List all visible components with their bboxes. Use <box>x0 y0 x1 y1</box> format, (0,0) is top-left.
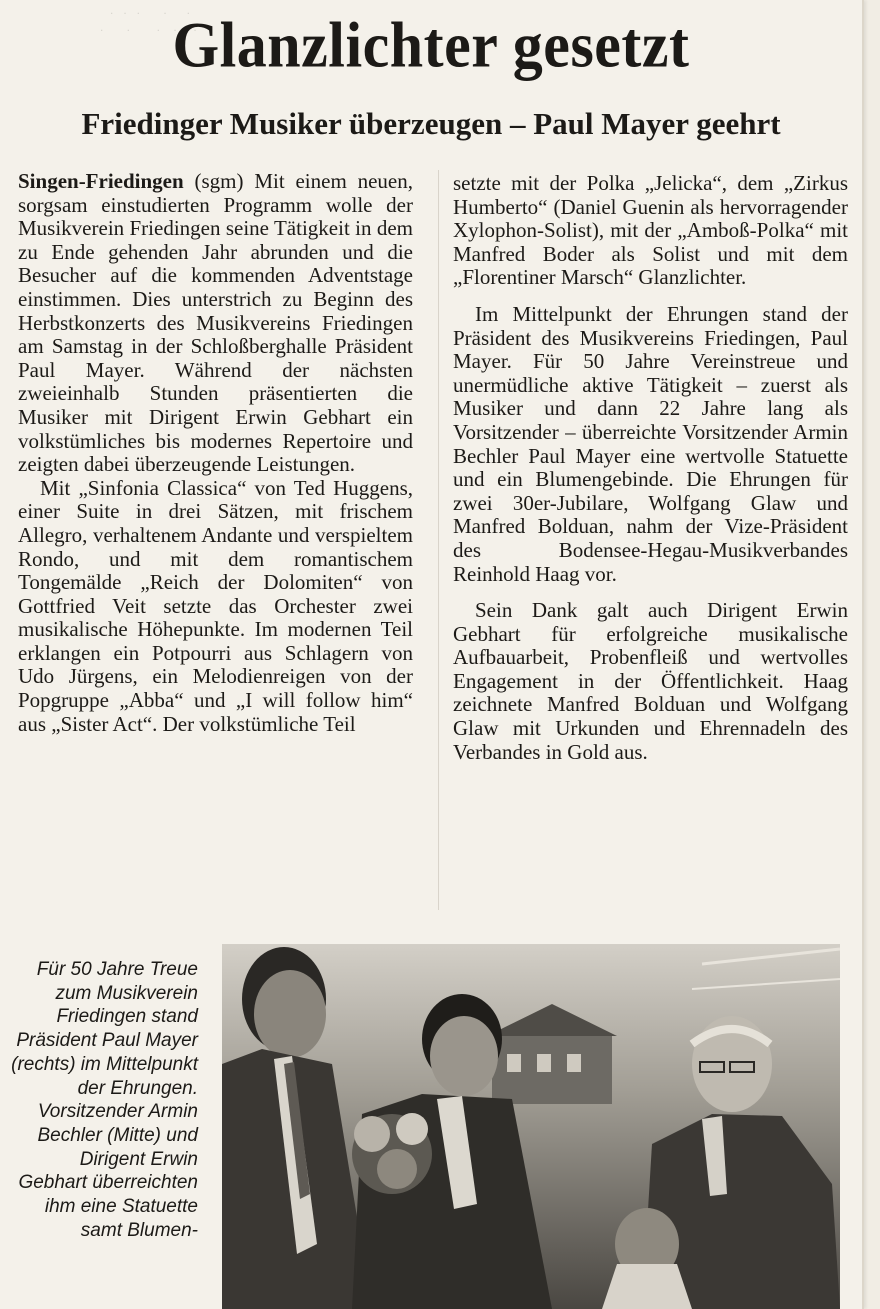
paragraph: setzte mit der Polka „Jelicka“, dem „Zirkus Humberto“ (Daniel Guenin als hervorragender Xylophon-Solist), mit der „Amboß-Polka“ mit Manfred Boder als Solist und mit dem „Florentiner Marsch“ Glanzlichter. <box>453 171 848 290</box>
photo <box>222 944 840 1309</box>
article-column-left <box>18 170 413 736</box>
subheadline: Friedinger Musiker überzeugen – Paul Mayer geehrt <box>81 106 781 141</box>
photo-three-men-handing-flowers-icon <box>222 944 840 1309</box>
paragraph <box>18 170 413 477</box>
photo-caption: Für 50 Jahre Treue zum Musikverein Friedingen stand Präsident Paul Mayer (rechts) im Mittelpunkt der Ehrungen. Vorsitzender Armin Bechler (Mitte) und Dirigent Erwin Gebhart überreichten ihm eine Statuette samt Blumen- <box>11 959 198 1241</box>
paragraph: Im Mittelpunkt der Ehrungen stand der Präsident des Musikvereins Friedingen, Paul Mayer. Für 50 Jahre Vereinstreue und unermüdliche aktive Tätigkeit – zuerst als Musiker und dann 22 Jahre lang als Vorsitzender – überreichte Vorsitzender Armin Bechler Paul Mayer eine wertvolle Statuette und ein Blumengebinde. Die Ehrungen für zwei 30er-Jubilare, Wolfgang Glaw und Manfred Bolduan, nahm der Vize-Präsident des Bodensee-Hegau-Musikverbandes Reinhold Haag vor. <box>453 301 848 586</box>
paragraph-text: (sgm) Mit einem neuen, sorgsam einstudierten Programm wolle der Musikverein Friedingen seine Tätigkeit in dem zu Ende gehenden Jahr abrunden und die Besucher auf die kommenden Adventstage einstimmen. Dies unterstrich zu Beginn des Herbstkonzerts des Musikvereins Friedingen am Samstag in der Schloßberghalle Präsident Paul Mayer. Während der nächsten zweieinhalb Stunden präsentierten die Musiker mit Dirigent Erwin Gebhart ein volkstümliches bis modernes Repertoire und zeigten dabei überzeugende Leistungen. <box>18 169 413 477</box>
bleed-through-texture: . . . . . . . . . . <box>100 3 197 34</box>
headline: Glanzlichter gesetzt <box>172 9 690 81</box>
paragraph: Mit „Sinfonia Classica“ von Ted Huggens, einer Suite in drei Sätzen, mit frischem Allegro, verhaltenem Andante und verspieltem Rondo, und mit dem romantischem Tongemälde „Reich der Dolomiten“ von Gottfried Veit setzte das Orchester zwei musikalische Höhepunkte. Im modernen Teil erklangen ein Potpourri aus Schlagern von Udo Jürgens, ein Melodienreigen von der Popgruppe „Abba“ und „I will follow him“ aus „Sister Act“. Der volkstümliche Teil <box>18 475 413 736</box>
column-rule <box>438 170 439 910</box>
article-column-right <box>453 172 848 764</box>
dateline: Singen-Friedingen <box>18 169 184 193</box>
paragraph: Sein Dank galt auch Dirigent Erwin Gebhart für erfolgreiche musikalische Aufbauarbeit, Probenfleiß und wertvolles Engagement in der Öffentlichkeit. Haag zeichnete Manfred Bolduan und Wolfgang Glaw mit Urkunden und Ehrennadeln des Verbandes in Gold aus. <box>453 598 848 764</box>
